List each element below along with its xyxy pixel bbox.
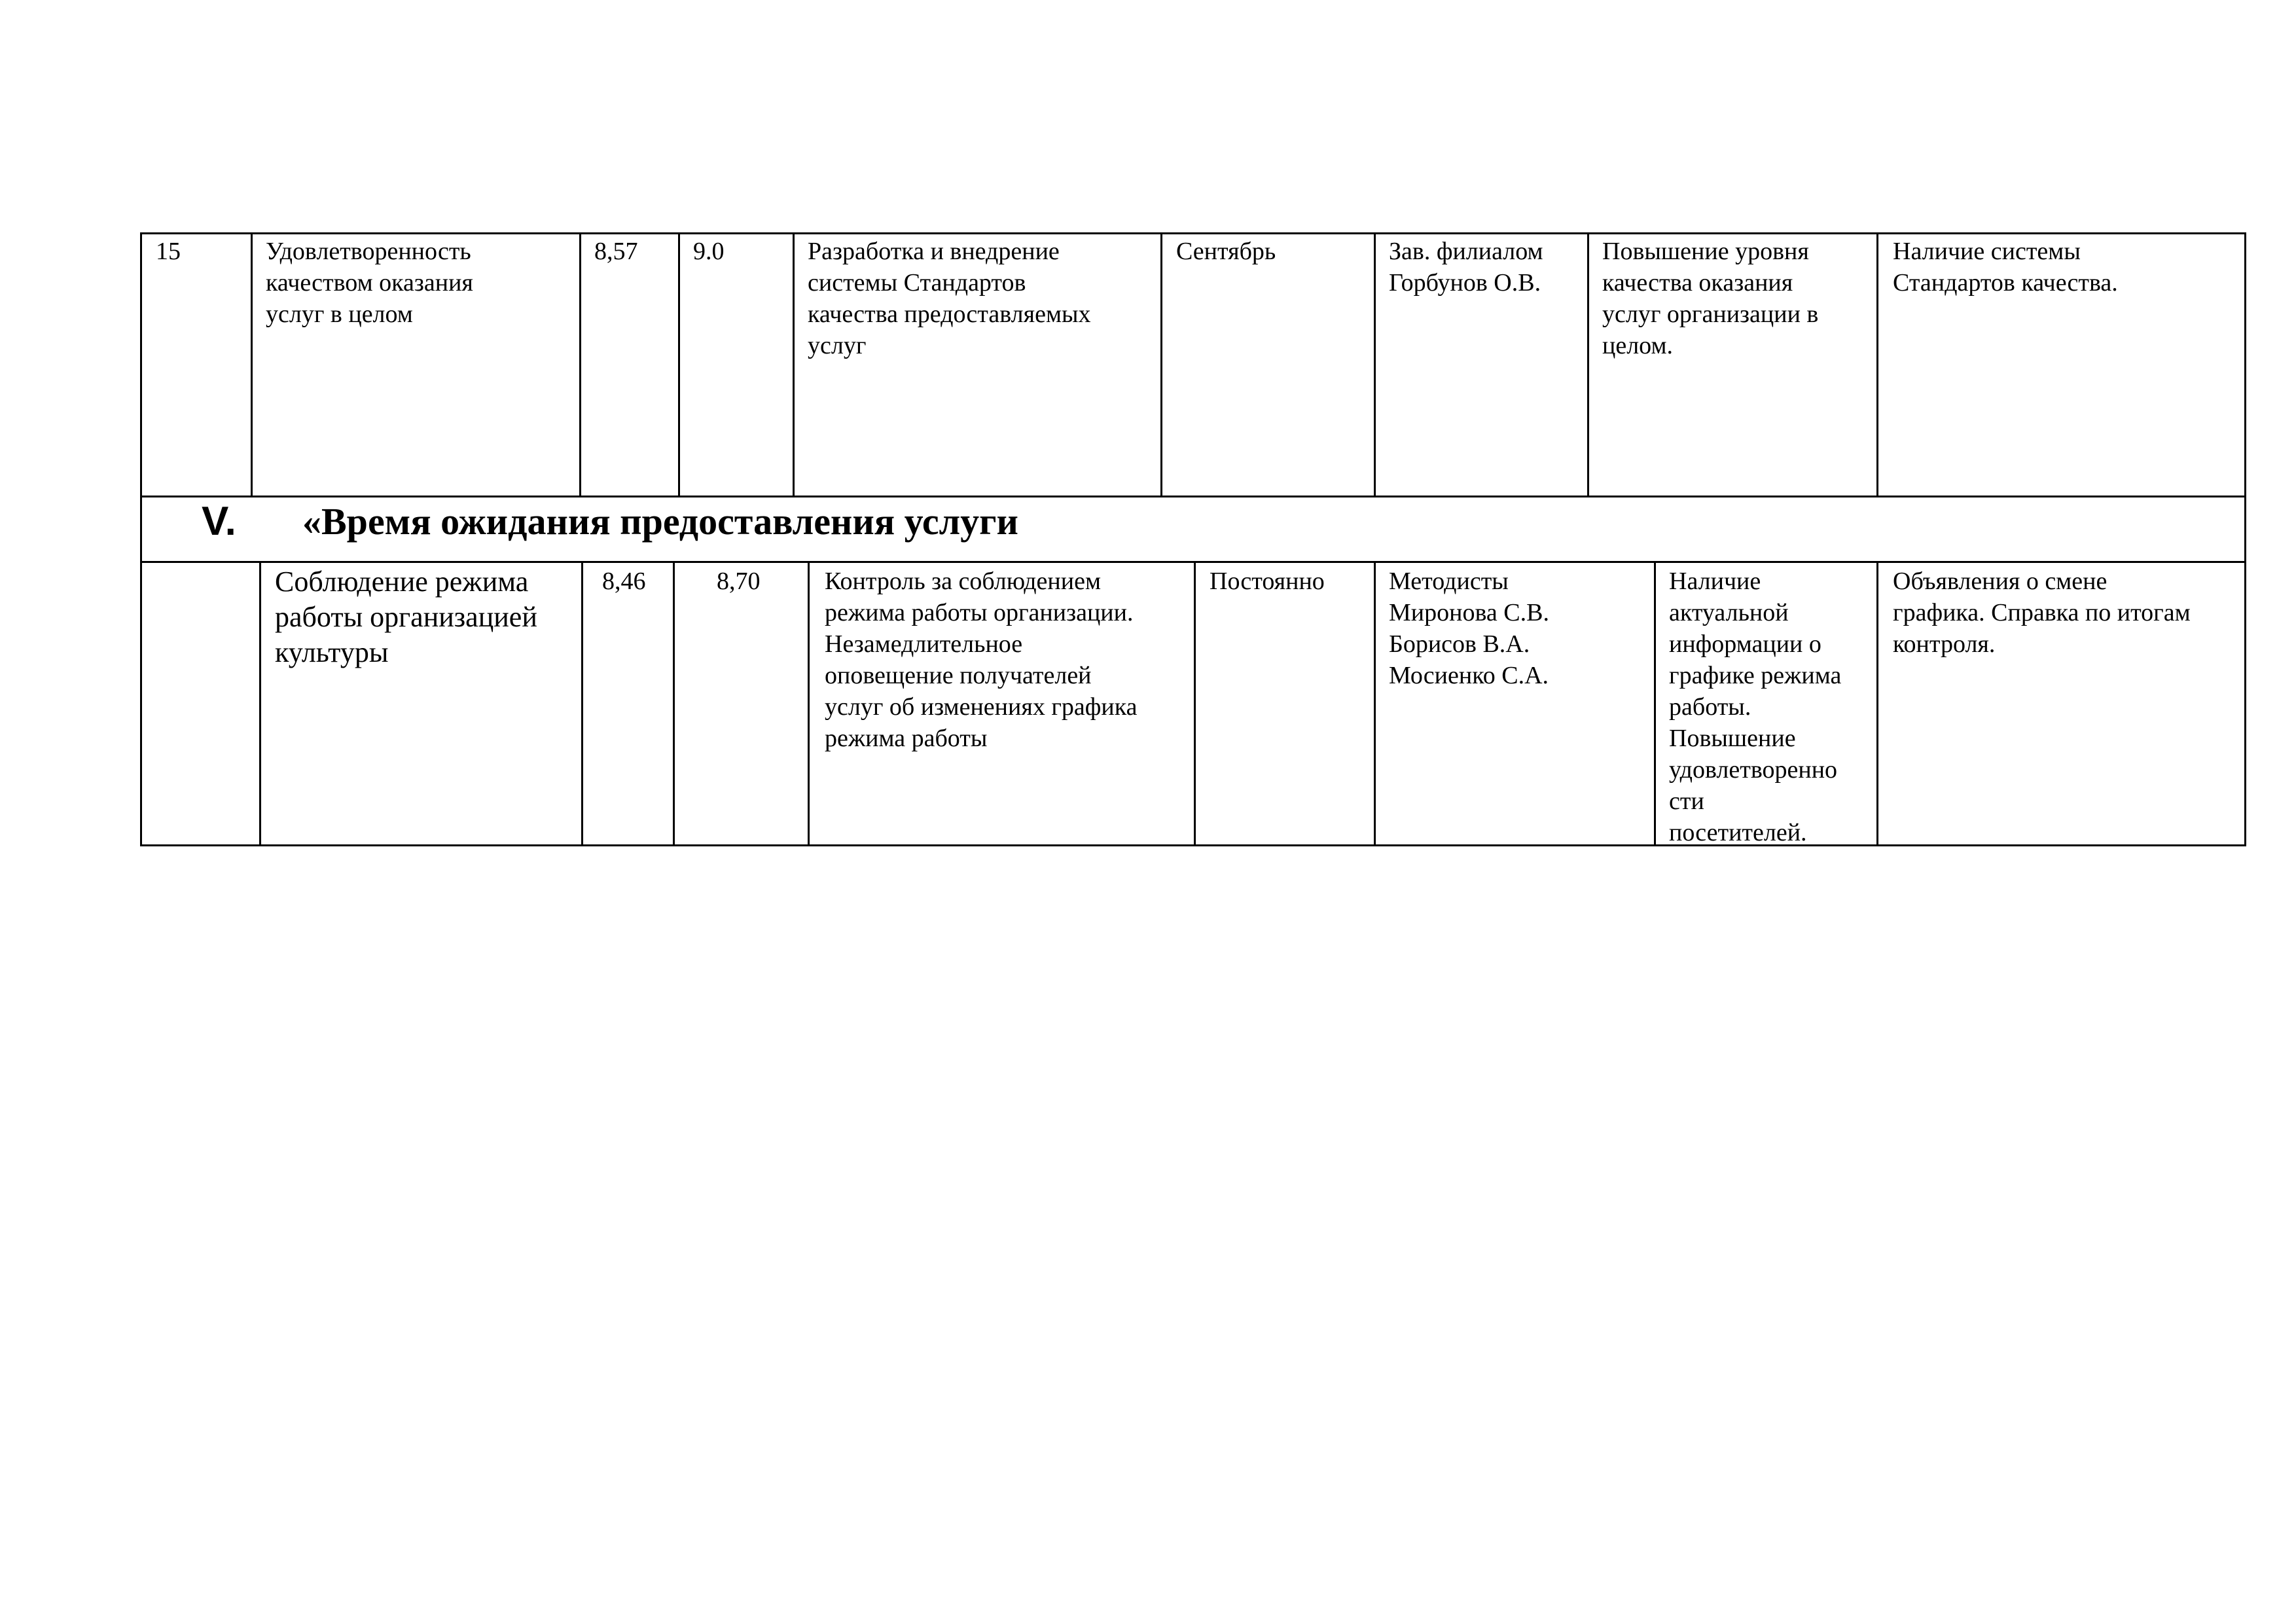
- table-bottom-border: [140, 844, 2246, 846]
- row-number: 15: [156, 238, 181, 265]
- indicator-name: Удовлетворенность качеством оказания услуг в целом: [266, 238, 473, 328]
- deadline: Сентябрь: [1176, 238, 1276, 265]
- target-value: 9.0: [693, 238, 725, 265]
- row15-divider: [251, 232, 253, 497]
- table-right-border: [2244, 232, 2246, 846]
- section-number: V.: [202, 499, 236, 544]
- responsible-person: Методисты Миронова С.В. Борисов В.А. Мосиенко С.А.: [1389, 568, 1549, 689]
- row15-divider: [579, 232, 581, 497]
- row-v-divider: [581, 561, 583, 846]
- table-left-border: [140, 232, 142, 846]
- target-value: 8,70: [717, 568, 761, 595]
- section-title: «Время ожидания предоставления услуги: [302, 500, 1018, 543]
- row-v-divider: [808, 561, 810, 846]
- improvement-measure: Разработка и внедрение системы Стандартов качества предоставляемых услуг: [808, 238, 1091, 359]
- row-v-divider: [259, 561, 261, 846]
- improvement-measure: Контроль за соблюдением режима работы организации. Незамедлительное оповещение получателей услуг об изменениях графика режима работы: [825, 568, 1138, 752]
- row15-divider: [1160, 232, 1162, 497]
- section-bottom-border: [140, 561, 2246, 563]
- row-v-divider: [1374, 561, 1376, 846]
- current-value: 8,46: [602, 568, 646, 595]
- row-v-divider: [1654, 561, 1656, 846]
- expected-result: Повышение уровня качества оказания услуг организации в целом.: [1602, 238, 1819, 359]
- row15-divider: [1374, 232, 1376, 497]
- row15-divider: [793, 232, 795, 497]
- row15-divider: [678, 232, 680, 497]
- row-v-divider: [1876, 561, 1878, 846]
- result-indicators: Объявления о смене графика. Справка по итогам контроля.: [1893, 568, 2191, 658]
- table-top-border: [140, 232, 2246, 234]
- current-value: 8,57: [594, 238, 638, 265]
- row-v-divider: [1194, 561, 1196, 846]
- result-indicators: Наличие системы Стандартов качества.: [1893, 238, 2118, 297]
- deadline: Постоянно: [1210, 568, 1325, 595]
- row15-divider: [1587, 232, 1589, 497]
- expected-result: Наличие актуальной информации о графике режима работы. Повышение удовлетворенно сти посетителей.: [1669, 568, 1842, 846]
- responsible-person: Зав. филиалом Горбунов О.В.: [1389, 238, 1543, 297]
- indicator-name: Соблюдение режима работы организацией культуры: [275, 566, 537, 668]
- row15-bottom-border: [140, 496, 2246, 497]
- row15-divider: [1876, 232, 1878, 497]
- row-v-divider: [673, 561, 675, 846]
